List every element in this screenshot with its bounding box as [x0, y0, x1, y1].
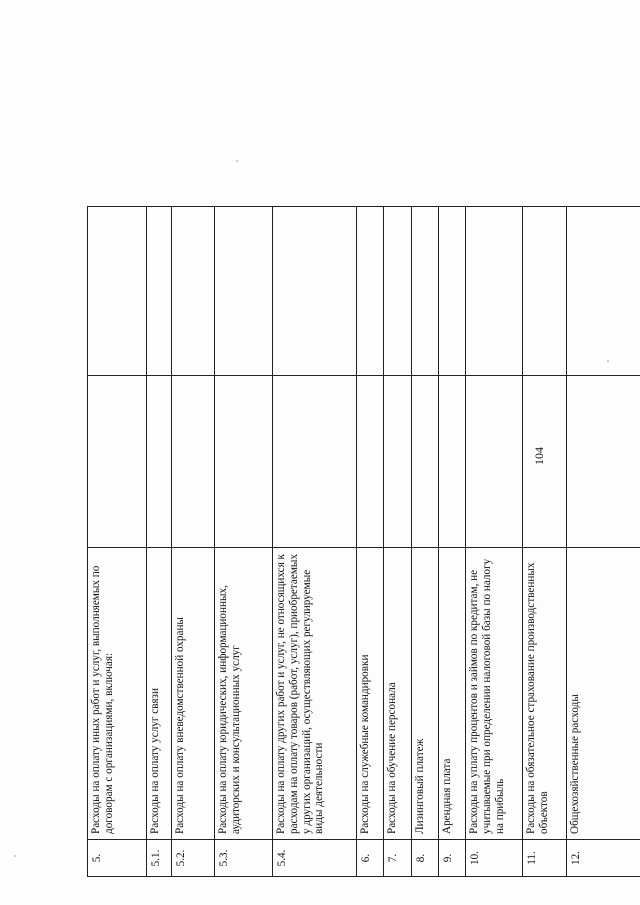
- empty-cell: [357, 207, 383, 376]
- empty-cell: [215, 376, 272, 548]
- empty-cell: [567, 207, 640, 376]
- row-description: Расходы на обязательное страхование производственных объектов: [523, 548, 566, 840]
- empty-cell: [147, 376, 171, 548]
- empty-cell: [357, 376, 383, 548]
- table-row: [146, 207, 171, 876]
- empty-cell: [439, 207, 465, 376]
- row-number: 5.4.: [276, 849, 288, 867]
- table-row: [566, 207, 640, 876]
- table-row: [214, 207, 272, 876]
- table-row: [438, 207, 465, 876]
- table-row: [465, 207, 522, 876]
- empty-cell: [384, 207, 411, 376]
- row-description: Расходы на оплату вневедомственной охраны: [172, 548, 214, 840]
- empty-cell: [567, 376, 640, 548]
- empty-cell: [439, 376, 465, 548]
- empty-cell: [466, 207, 522, 376]
- empty-cell: [172, 207, 214, 376]
- scan-dot: [14, 855, 16, 857]
- row-description: Расходы на служебные командировки: [357, 548, 383, 840]
- row-description: Расходы на обучение персонала: [384, 548, 411, 840]
- row-description: Расходы на оплату юридических, информационных, аудиторских и консультационных услуг: [215, 548, 272, 840]
- empty-cell: [412, 207, 438, 376]
- empty-cell: [88, 207, 146, 376]
- empty-cell: [412, 376, 438, 548]
- table-row: [383, 207, 411, 876]
- empty-cell: [384, 376, 411, 548]
- table-row: [88, 207, 146, 876]
- expenses-table: [87, 206, 640, 877]
- row-number: 9.: [442, 853, 454, 863]
- table-row: [411, 207, 438, 876]
- row-number: 5.1.: [150, 849, 162, 867]
- row-description: Расходы на оплату услуг связи: [147, 548, 171, 840]
- row-number: 11.: [526, 851, 538, 865]
- row-description: Лизинговый платеж: [412, 548, 438, 840]
- row-number: 10.: [469, 851, 481, 865]
- page-number: 104: [532, 447, 546, 465]
- table-row: [522, 207, 566, 876]
- empty-cell: [523, 207, 566, 376]
- row-description: Расходы на оплату других работ и услуг, не относящихся к расходам на оплату товаров (работ, услуг), приобретаемых у других организаций, осуществляющих регулируемые виды деятельности: [273, 548, 356, 840]
- row-number: 8.: [415, 853, 427, 863]
- row-number: 12.: [570, 851, 582, 865]
- empty-cell: [273, 376, 356, 548]
- row-description: Расходы на уплату процентов и займов по кредитам, не учитываемые при определении налоговой базы по налогу на прибыль: [466, 548, 522, 840]
- empty-cell: [147, 207, 171, 376]
- empty-cell: [88, 376, 146, 548]
- row-description: Общехозяйственные расходы: [567, 548, 640, 840]
- row-description: Расходы на оплату иных работ и услуг, выполняемых по договорам с организациями, включая:: [88, 548, 146, 840]
- table-row: [272, 207, 356, 876]
- row-number: 6.: [360, 853, 372, 863]
- row-number: 5.: [91, 853, 103, 863]
- row-number: 5.2.: [175, 849, 187, 867]
- row-number: 7.: [387, 853, 399, 863]
- empty-cell: [466, 376, 522, 548]
- empty-cell: [523, 376, 566, 548]
- empty-cell: [172, 376, 214, 548]
- scan-dot: [607, 360, 609, 362]
- empty-cell: [215, 207, 272, 376]
- row-number: 5.3.: [218, 849, 230, 867]
- scan-dot: [236, 160, 238, 162]
- empty-cell: [273, 207, 356, 376]
- row-description: Арендная плата: [439, 548, 465, 840]
- table-row: [171, 207, 214, 876]
- table-row: [356, 207, 383, 876]
